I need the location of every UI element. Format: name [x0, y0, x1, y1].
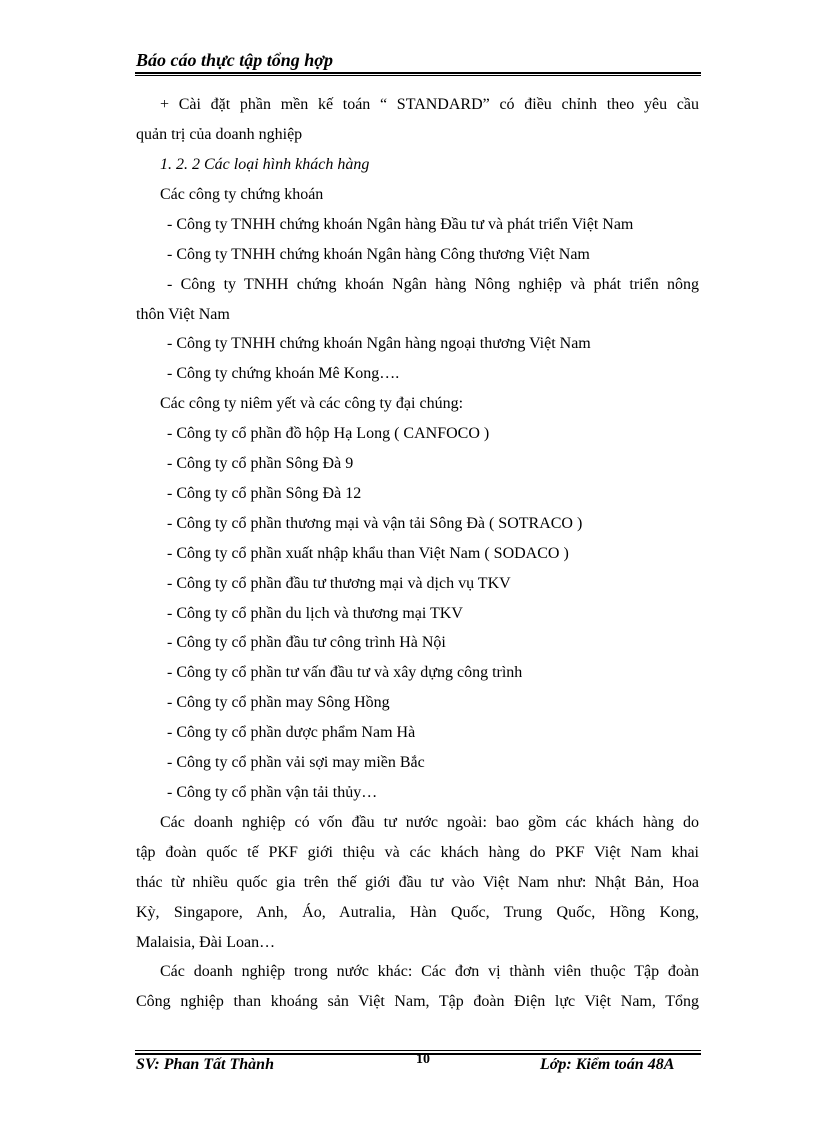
paragraph-line: Các doanh nghiệp có vốn đầu tư nước ngoài: bao gồm các khách hàng do — [160, 814, 699, 831]
paragraph-line: Các công ty niêm yết và các công ty đại chúng: — [160, 395, 464, 412]
paragraph-line: Kỳ, Singapore, Anh, Áo, Autralia, Hàn Quốc, Trung Quốc, Hồng Kong, — [136, 904, 699, 921]
paragraph-line: Các doanh nghiệp trong nước khác: Các đơn vị thành viên thuộc Tập đoàn — [160, 963, 699, 980]
header-rule — [135, 72, 701, 74]
list-item: - Công ty cổ phần tư vấn đầu tư và xây dựng công trình — [167, 664, 523, 681]
footer-class: Lớp: Kiểm toán 48A — [540, 1056, 675, 1073]
list-item: - Công ty TNHH chứng khoán Ngân hàng ngoại thương Việt Nam — [167, 335, 591, 352]
paragraph-line: Malaisia, Đài Loan… — [136, 934, 276, 951]
list-item: - Công ty cổ phần vận tải thủy… — [167, 784, 378, 801]
list-item: - Công ty cổ phần đầu tư công trình Hà Nội — [167, 634, 446, 651]
list-item: - Công ty cổ phần Sông Đà 12 — [167, 485, 362, 502]
list-item: - Công ty TNHH chứng khoán Ngân hàng Công thương Việt Nam — [167, 246, 590, 263]
list-item: - Công ty cổ phần du lịch và thương mại TKV — [167, 605, 463, 622]
list-item: - Công ty cổ phần dược phẩm Nam Hà — [167, 724, 416, 741]
page-number: 10 — [416, 1052, 430, 1067]
paragraph-line: quản trị của doanh nghiệp — [136, 126, 303, 143]
list-item: - Công ty cổ phần đầu tư thương mại và dịch vụ TKV — [167, 575, 511, 592]
list-item-continuation: thôn Việt Nam — [136, 306, 230, 323]
header-title: Báo cáo thực tập tổng hợp — [136, 50, 333, 70]
list-item: - Công ty TNHH chứng khoán Ngân hàng Đầu tư và phát triển Việt Nam — [167, 216, 634, 233]
list-item: - Công ty cổ phần đồ hộp Hạ Long ( CANFOCO ) — [167, 425, 490, 442]
footer-student-name: SV: Phan Tất Thành — [136, 1056, 274, 1073]
paragraph-line: Công nghiệp than khoáng sản Việt Nam, Tập đoàn Điện lực Việt Nam, Tổng — [136, 993, 699, 1010]
footer-rule-thin — [135, 1050, 701, 1051]
section-heading: 1. 2. 2 Các loại hình khách hàng — [160, 156, 370, 173]
paragraph-line: Các công ty chứng khoán — [160, 186, 324, 203]
paragraph-line: thác từ nhiều quốc gia trên thế giới đầu tư vào Việt Nam như: Nhật Bản, Hoa — [136, 874, 699, 891]
list-item: - Công ty cổ phần may Sông Hồng — [167, 694, 390, 711]
list-item: - Công ty cổ phần xuất nhập khẩu than Việt Nam ( SODACO ) — [167, 545, 569, 562]
list-item: - Công ty chứng khoán Mê Kong…. — [167, 365, 400, 382]
paragraph-line: tập đoàn quốc tế PKF giới thiệu và các khách hàng do PKF Việt Nam khai — [136, 844, 699, 861]
paragraph-line: + Cài đặt phần mền kế toán “ STANDARD” có điều chỉnh theo yêu cầu — [160, 96, 699, 113]
header-rule-thin — [135, 75, 701, 76]
list-item: - Công ty cổ phần thương mại và vận tải Sông Đà ( SOTRACO ) — [167, 515, 583, 532]
list-item: - Công ty cổ phần Sông Đà 9 — [167, 455, 354, 472]
list-item: - Công ty cổ phần vải sợi may miền Bắc — [167, 754, 425, 771]
list-item: - Công ty TNHH chứng khoán Ngân hàng Nông nghiệp và phát triển nông — [167, 276, 699, 293]
